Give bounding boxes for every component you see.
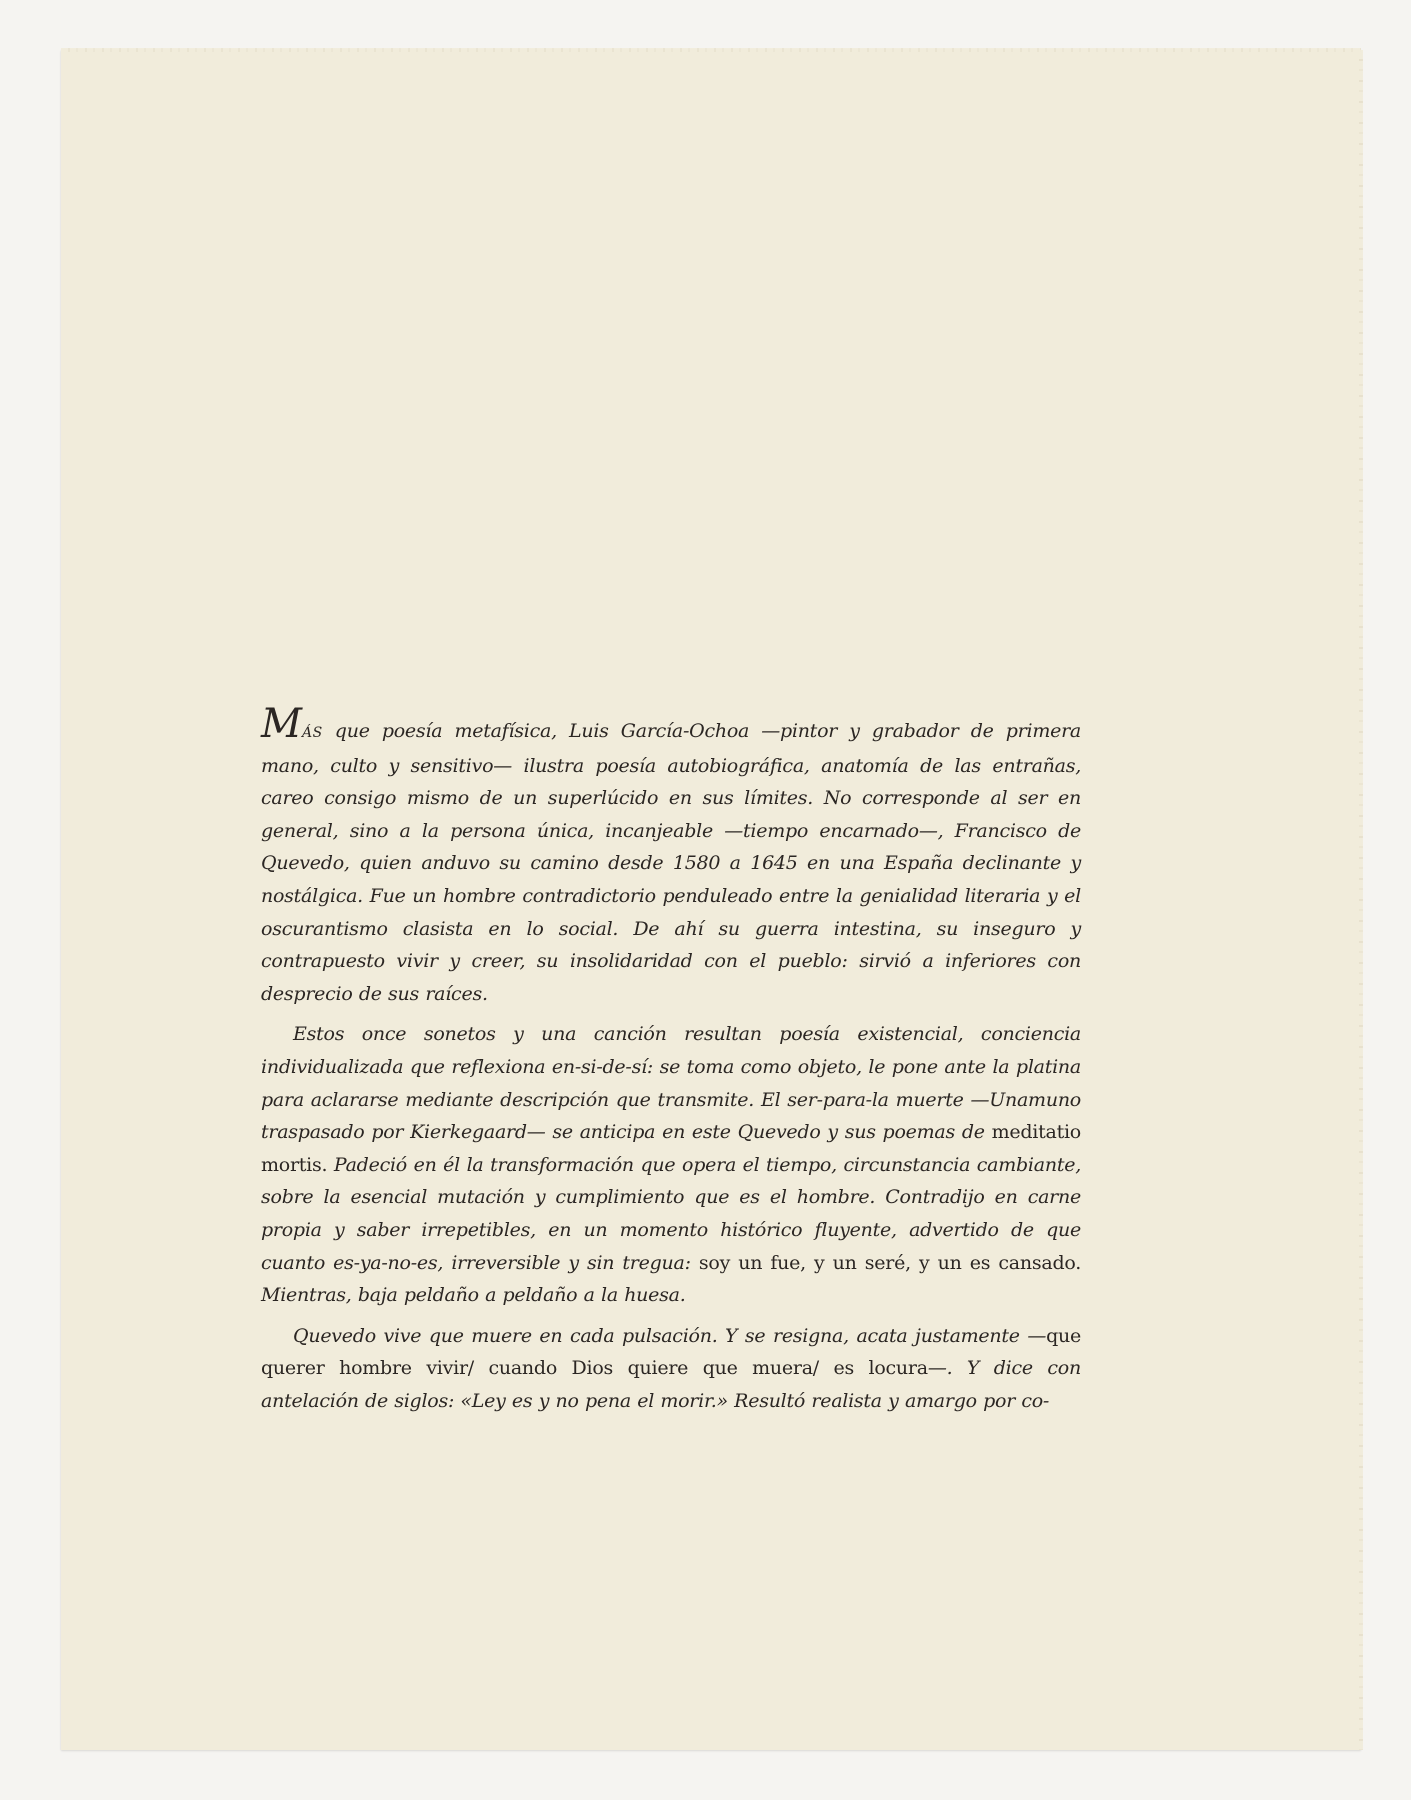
paragraph-2-quote: soy un fue, y un seré, y un es cansado. [698,1251,1082,1274]
paragraph-3 [261,1320,1081,1418]
paragraph-2-text-b: Padeció en él la transformación que opera el tiempo, circunstancia cambiante, sobre la esencial mutación y cumplimiento que es el hombre. Contradijo en carne propia y saber irrepetibles, en un momento histórico fluyente, advertido de que cuanto es-ya-no-es, irreversible y sin tregua: [261,1153,1081,1274]
paragraph-3-text-a: Quevedo vive que muere en cada pulsación. Y se resigna, acata justamente — [293,1324,1047,1347]
paragraph-3-quote: que querer hombre vivir/ cuando Dios quiere que muera/ es locura [261,1324,1081,1380]
paragraph-2-text-c: Mientras, baja peldaño a peldaño a la huesa. [261,1284,686,1307]
paragraph-3-text-b: —. Y dice con antelación de siglos: «Ley es y no pena el morir.» Resultó realista y amargo por co- [261,1357,1081,1412]
paragraph-2-text-a: Estos once sonetos y una canción resultan poesía existencial, conciencia individualizada que reflexiona en-si-de-sí: se toma como objeto, le pone ante la platina para aclararse mediante descripción que transmite. El ser-para-la muerte —Unamuno traspasado por Kierkegaard— se anticipa en este Quevedo y sus poemas de [261,1023,1081,1144]
paragraph-2 [261,1018,1081,1311]
small-caps-opening: ÁS [301,725,323,741]
body-text [261,701,1082,1425]
paragraph-2-roman-a: meditatio mortis. [261,1121,1081,1176]
deckle-edge-top [61,48,1361,52]
paragraph-1 [261,701,1081,1010]
paper-sheet [61,50,1361,1750]
drop-initial: M [261,701,302,747]
paragraph-1-text: que poesía metafísica, Luis García-Ochoa —pintor y grabador de primera mano, culto y sensitivo— ilustra poesía autobiográfica, anatomía de las entrañas, careo consigo mismo de un superlúcido en sus límites. No corresponde al ser en general, sino a la persona única, incanjeable —tiempo encarnado—, Francisco de Quevedo, quien anduvo su camino desde 1580 a 1645 en una España declinante y nostálgica. Fue un hombre contradictorio penduleado entre la genialidad literaria y el oscurantismo clasista en lo social. De ahí su guerra intestina, su inseguro y contrapuesto vivir y creer, su insolidaridad con el pueblo: sirvió a inferiores con desprecio de sus raíces. [261,720,1081,1005]
deckle-edge-right [1359,50,1363,1750]
